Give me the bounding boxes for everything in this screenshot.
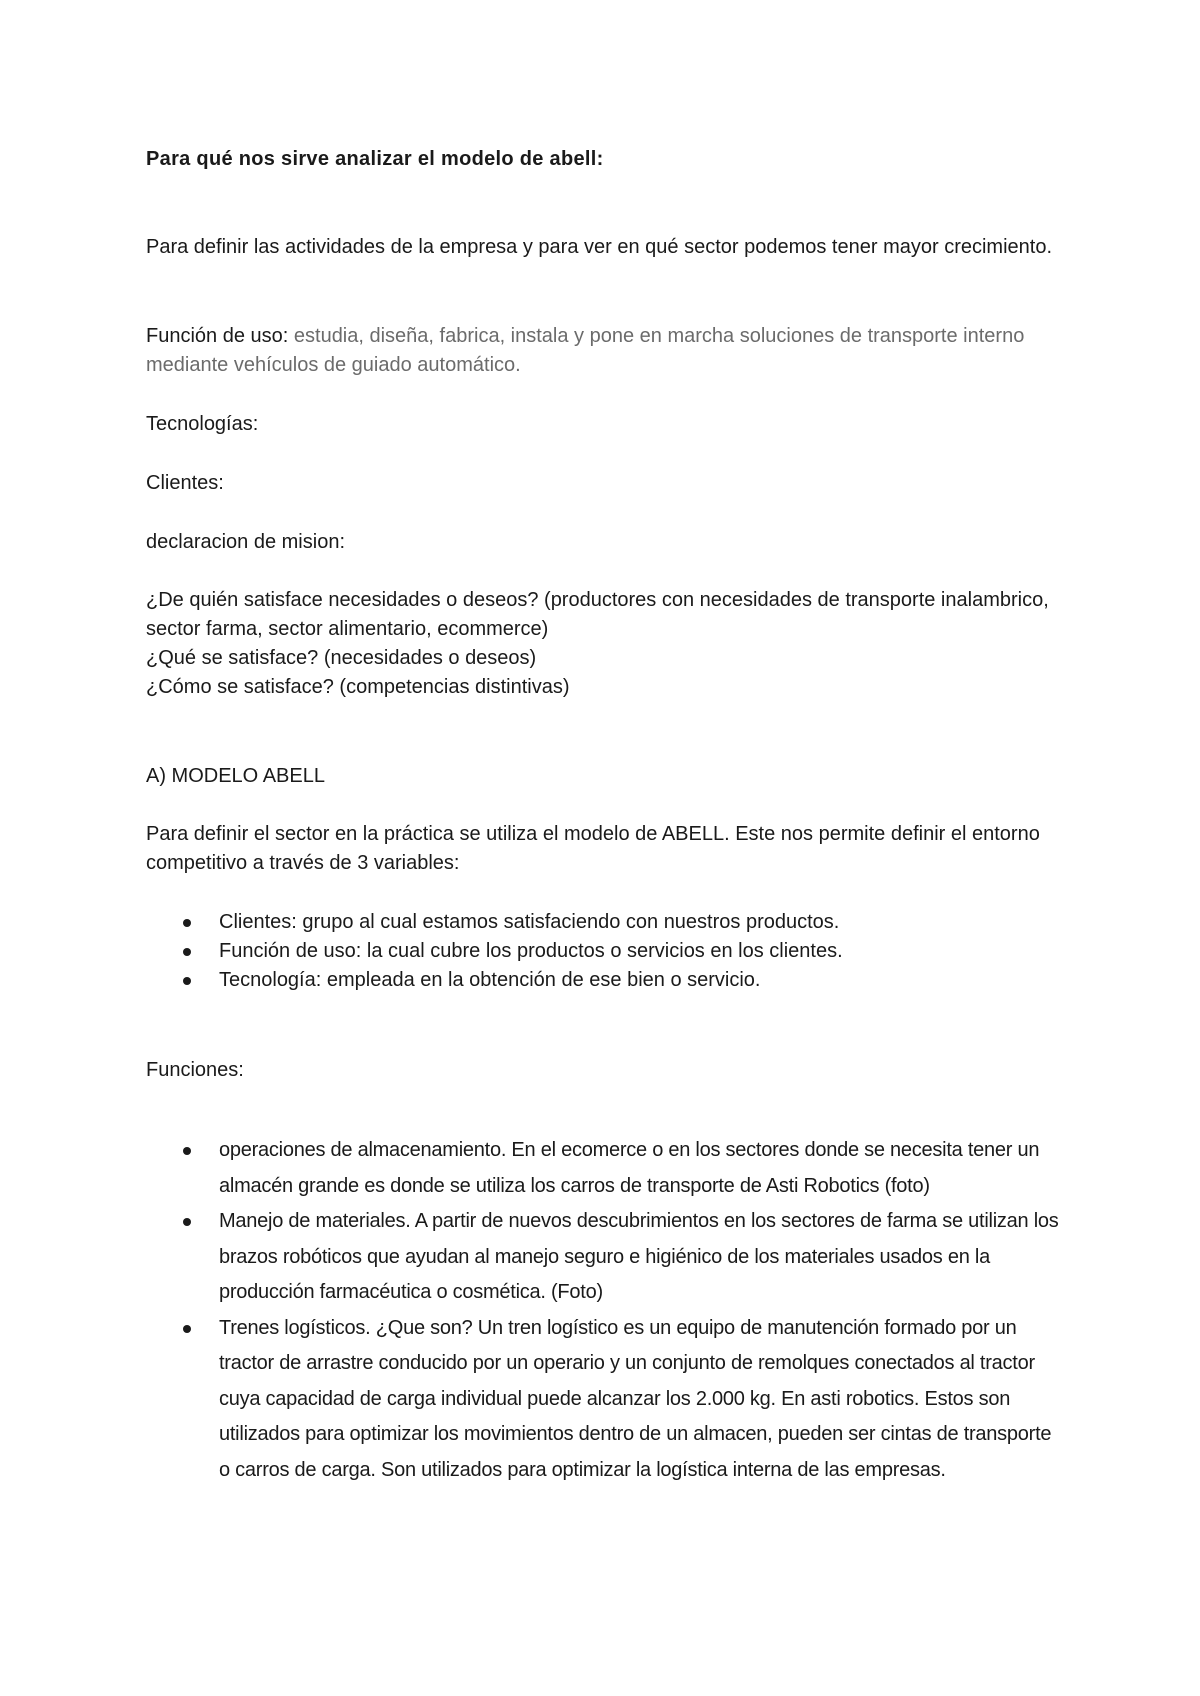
bullet-icon bbox=[183, 1147, 191, 1155]
declaracion-label: declaracion de mision: bbox=[146, 531, 345, 553]
intro-paragraph: Para definir las actividades de la empresa y para ver en qué sector podemos tener mayor crecimiento. bbox=[146, 236, 1053, 258]
bullet-icon bbox=[183, 948, 191, 956]
question-item: ¿Cómo se satisface? (competencias distintivas) bbox=[146, 676, 570, 698]
tecnologias-label: Tecnologías: bbox=[146, 413, 259, 435]
list-item: Trenes logísticos. ¿Que son? Un tren logístico es un equipo de manutención formado por un tractor de arrastre conducido por un operario y un conjunto de remolques conectados al tractor cuya capacidad de carga individual puede alcanzar los 2.000 kg. En asti robotics. Estos son utilizados para optimizar los movimientos dentro de un almacen, pueden ser cintas de transporte o carros de carga. Son utilizados para optimizar la logística interna de las empresas. bbox=[146, 1311, 1066, 1489]
bullet-icon bbox=[183, 919, 191, 927]
list-item: operaciones de almacenamiento. En el ecomerce o en los sectores donde se necesita tener un almacén grande es donde se utiliza los carros de transporte de Asti Robotics (foto) bbox=[146, 1133, 1066, 1204]
bullet-icon bbox=[183, 1218, 191, 1226]
question-item: ¿De quién satisface necesidades o deseos? (productores con necesidades de transporte inalambrico, sector farma, sector alimentario, ecommerce) bbox=[146, 589, 1049, 640]
funcion-uso-paragraph bbox=[146, 322, 1066, 380]
funcion-uso-label: Función de uso: bbox=[146, 325, 289, 347]
list-item: Clientes: grupo al cual estamos satisfaciendo con nuestros productos. bbox=[146, 908, 1066, 937]
list-item: Función de uso: la cual cubre los productos o servicios en los clientes. bbox=[146, 937, 1066, 966]
document-heading: Para qué nos sirve analizar el modelo de abell: bbox=[146, 148, 604, 170]
section-intro: Para definir el sector en la práctica se utiliza el modelo de ABELL. Este nos permite definir el entorno competitivo a través de 3 variables: bbox=[146, 823, 1040, 874]
variables-list bbox=[146, 908, 1066, 995]
bullet-icon bbox=[183, 1325, 191, 1333]
mission-questions bbox=[146, 586, 1066, 702]
funciones-title: Funciones: bbox=[146, 1059, 244, 1081]
funciones-list bbox=[146, 1133, 1066, 1488]
section-title: A) MODELO ABELL bbox=[146, 765, 325, 787]
list-item: Tecnología: empleada en la obtención de ese bien o servicio. bbox=[146, 966, 1066, 995]
bullet-icon bbox=[183, 977, 191, 985]
clientes-label: Clientes: bbox=[146, 472, 224, 494]
question-item: ¿Qué se satisface? (necesidades o deseos) bbox=[146, 647, 537, 669]
list-item: Manejo de materiales. A partir de nuevos descubrimientos en los sectores de farma se utilizan los brazos robóticos que ayudan al manejo seguro e higiénico de los materiales usados en la producción farmacéutica o cosmética. (Foto) bbox=[146, 1204, 1066, 1311]
funcion-uso-text: estudia, diseña, fabrica, instala y pone en marcha soluciones de transporte interno mediante vehículos de guiado automático. bbox=[146, 325, 1025, 376]
